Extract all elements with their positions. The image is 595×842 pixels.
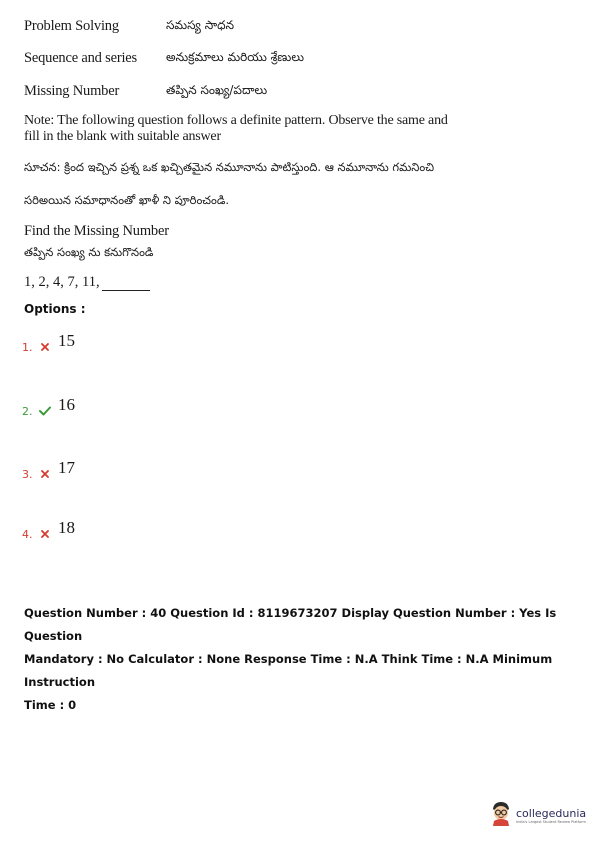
- topic-row: [24, 18, 234, 35]
- subtopic-row: [24, 50, 304, 67]
- brand-name: collegedunia: [516, 806, 587, 820]
- answer-blank: [102, 276, 150, 291]
- metadata-line: Question Number : 40 Question Id : 8119673207 Display Question Number : Yes Is Question: [24, 606, 557, 643]
- category-label: Missing Number: [24, 83, 120, 99]
- subtopic-telugu: అనుక్రమాలు మరియు శ్రేణులు: [166, 50, 304, 64]
- option-value: 16: [58, 395, 75, 414]
- option-value: 15: [58, 331, 75, 350]
- option-2[interactable]: [22, 395, 75, 421]
- metadata-line: Time : 0: [24, 698, 77, 712]
- mascot-icon: [490, 800, 512, 831]
- cross-icon: [38, 527, 52, 541]
- metadata-line: Mandatory : No Calculator : None Response Time : N.A Think Time : N.A Minimum Instruction: [24, 652, 553, 689]
- brand-tagline: India's Largest Student Review Platform: [516, 819, 586, 824]
- option-number: 3.: [22, 467, 33, 481]
- brand-logo[interactable]: [490, 800, 586, 831]
- subtopic-label: Sequence and series: [24, 50, 137, 66]
- question-english: Find the Missing Number: [24, 223, 169, 239]
- note-english: Note: The following question follows a definite pattern. Observe the same and fill in the blank with suitable answer: [24, 113, 448, 144]
- note-telugu-line1: సూచన: క్రింద ఇచ్చిన ప్రశ్న ఒక ఖచ్చితమైన నమూనాను పాటిస్తుంది. ఆ నమూనాను గమనించి: [24, 160, 434, 174]
- option-number: 2.: [22, 404, 33, 418]
- topic-label: Problem Solving: [24, 18, 119, 34]
- option-4[interactable]: [22, 518, 75, 544]
- cross-icon: [38, 340, 52, 354]
- note-telugu-line2: సరిఅయిన సమాధానంతో ఖాళీ ని పూరించండి.: [24, 193, 230, 207]
- option-3[interactable]: [22, 458, 75, 484]
- question-telugu: తప్పిన సంఖ్య ను కనుగొనండి: [24, 245, 154, 259]
- option-value: 18: [58, 518, 75, 537]
- topic-telugu: సమస్య సాధన: [166, 18, 234, 32]
- check-icon: [38, 404, 52, 418]
- cross-icon: [38, 467, 52, 481]
- brand-text: [516, 807, 586, 825]
- category-telugu: తప్పిన సంఖ్య/పదాలు: [166, 83, 268, 97]
- question-metadata: [24, 602, 584, 717]
- number-sequence: [24, 274, 150, 291]
- option-number: 1.: [22, 340, 33, 354]
- option-value: 17: [58, 458, 75, 477]
- sequence-text: 1, 2, 4, 7, 11,: [24, 274, 100, 290]
- option-1[interactable]: [22, 331, 75, 357]
- category-row: [24, 83, 267, 100]
- option-number: 4.: [22, 527, 33, 541]
- options-label: Options :: [24, 302, 86, 316]
